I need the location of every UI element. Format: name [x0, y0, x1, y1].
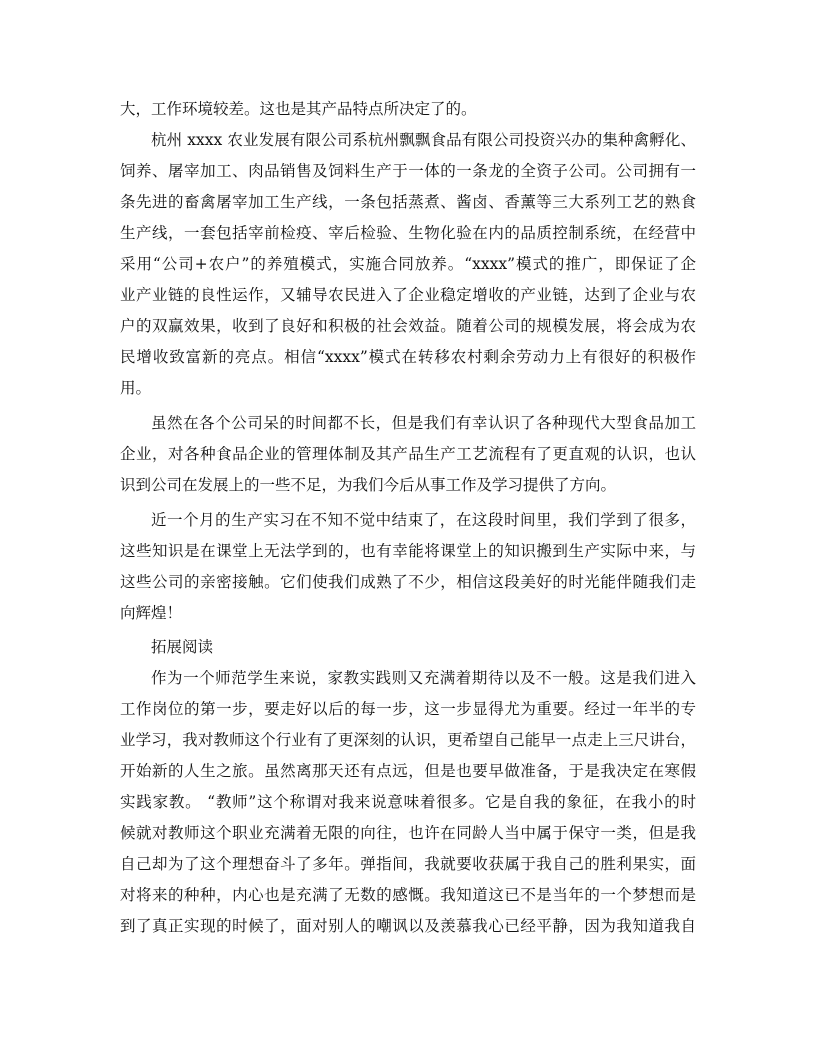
paragraph-line: 对将来的种种，内心也是充满了无数的感慨。我知道这已不是当年的一个梦想而是 [120, 886, 696, 904]
paragraph-line: 企业，对各种食品企业的管理体制及其产品生产工艺流程有了更直观的认识，也认 [120, 445, 696, 463]
paragraph-line: 这些知识是在课堂上无法学到的，也有幸能将课堂上的知识搬到生产实际中来，与 [120, 542, 696, 560]
paragraph-line: 生产线，一套包括宰前检疫、宰后检验、生物化验在内的品质控制系统，在经营中 [120, 224, 696, 242]
paragraph-line: 工作岗位的第一步，要走好以后的每一步，这一步显得尤为重要。经过一年半的专 [120, 700, 696, 718]
paragraph-line: 近一个月的生产实习在不知不觉中结束了，在这段时间里，我们学到了很多， [151, 511, 696, 529]
paragraph-line: 业产业链的良性运作，又辅导农民进入了企业稳定增收的产业链，达到了企业与农 [120, 286, 696, 304]
paragraph-line: 采用“公司+农户”的养殖模式，实施合同放养。“xxxx”模式的推广，即保证了企 [120, 255, 696, 273]
paragraph-line: 饲养、屠宰加工、肉品销售及饲料生产于一体的一条龙的全资子公司。公司拥有一 [120, 162, 696, 180]
paragraph-line: 向辉煌！ [120, 604, 183, 622]
paragraph-line: 到了真正实现的时候了，面对别人的嘲讽以及羡慕我心已经平静，因为我知道我自 [120, 917, 696, 935]
paragraph-line: 杭州 xxxx 农业发展有限公司系杭州飘飘食品有限公司投资兴办的集种禽孵化、 [151, 131, 696, 149]
paragraph-line: 户的双赢效果，收到了良好和积极的社会效益。随着公司的规模发展，将会成为农 [120, 317, 696, 335]
paragraph-line: 用。 [120, 379, 152, 397]
paragraph-line: 自己却为了这个理想奋斗了多年。弹指间，我就要收获属于我自己的胜利果实，面 [120, 855, 696, 873]
paragraph-line: 识到公司在发展上的一些不足，为我们今后从事工作及学习提供了方向。 [120, 476, 617, 494]
paragraph-line: 民增收致富新的亮点。相信“xxxx”模式在转移农村剩余劳动力上有很好的积极作 [120, 348, 696, 366]
paragraph-line: 开始新的人生之旅。虽然离那天还有点远，但是也要早做准备，于是我决定在寒假 [120, 762, 696, 780]
paragraph-line: 大，工作环境较差。这也是其产品特点所决定了的。 [120, 100, 477, 118]
section-heading: 拓展阅读 [151, 638, 214, 656]
paragraph-line: 业学习，我对教师这个行业有了更深刻的认识，更希望自己能早一点走上三尺讲台， [120, 731, 696, 749]
paragraph-line: 虽然在各个公司呆的时间都不长，但是我们有幸认识了各种现代大型食品加工 [151, 414, 696, 432]
paragraph-line: 实践家教。 “教师”这个称谓对我来说意味着很多。它是自我的象征，在我小的时 [120, 793, 696, 811]
paragraph-line: 条先进的畜禽屠宰加工生产线，一条包括蒸煮、酱卤、香薰等三大系列工艺的熟食 [120, 193, 696, 211]
paragraph-line: 这些公司的亲密接触。它们使我们成熟了不少，相信这段美好的时光能伴随我们走 [120, 573, 696, 591]
paragraph-line: 候就对教师这个职业充满着无限的向往，也许在同龄人当中属于保守一类，但是我 [120, 824, 696, 842]
paragraph-line: 作为一个师范学生来说，家教实践则又充满着期待以及不一般。这是我们进入 [151, 669, 696, 687]
